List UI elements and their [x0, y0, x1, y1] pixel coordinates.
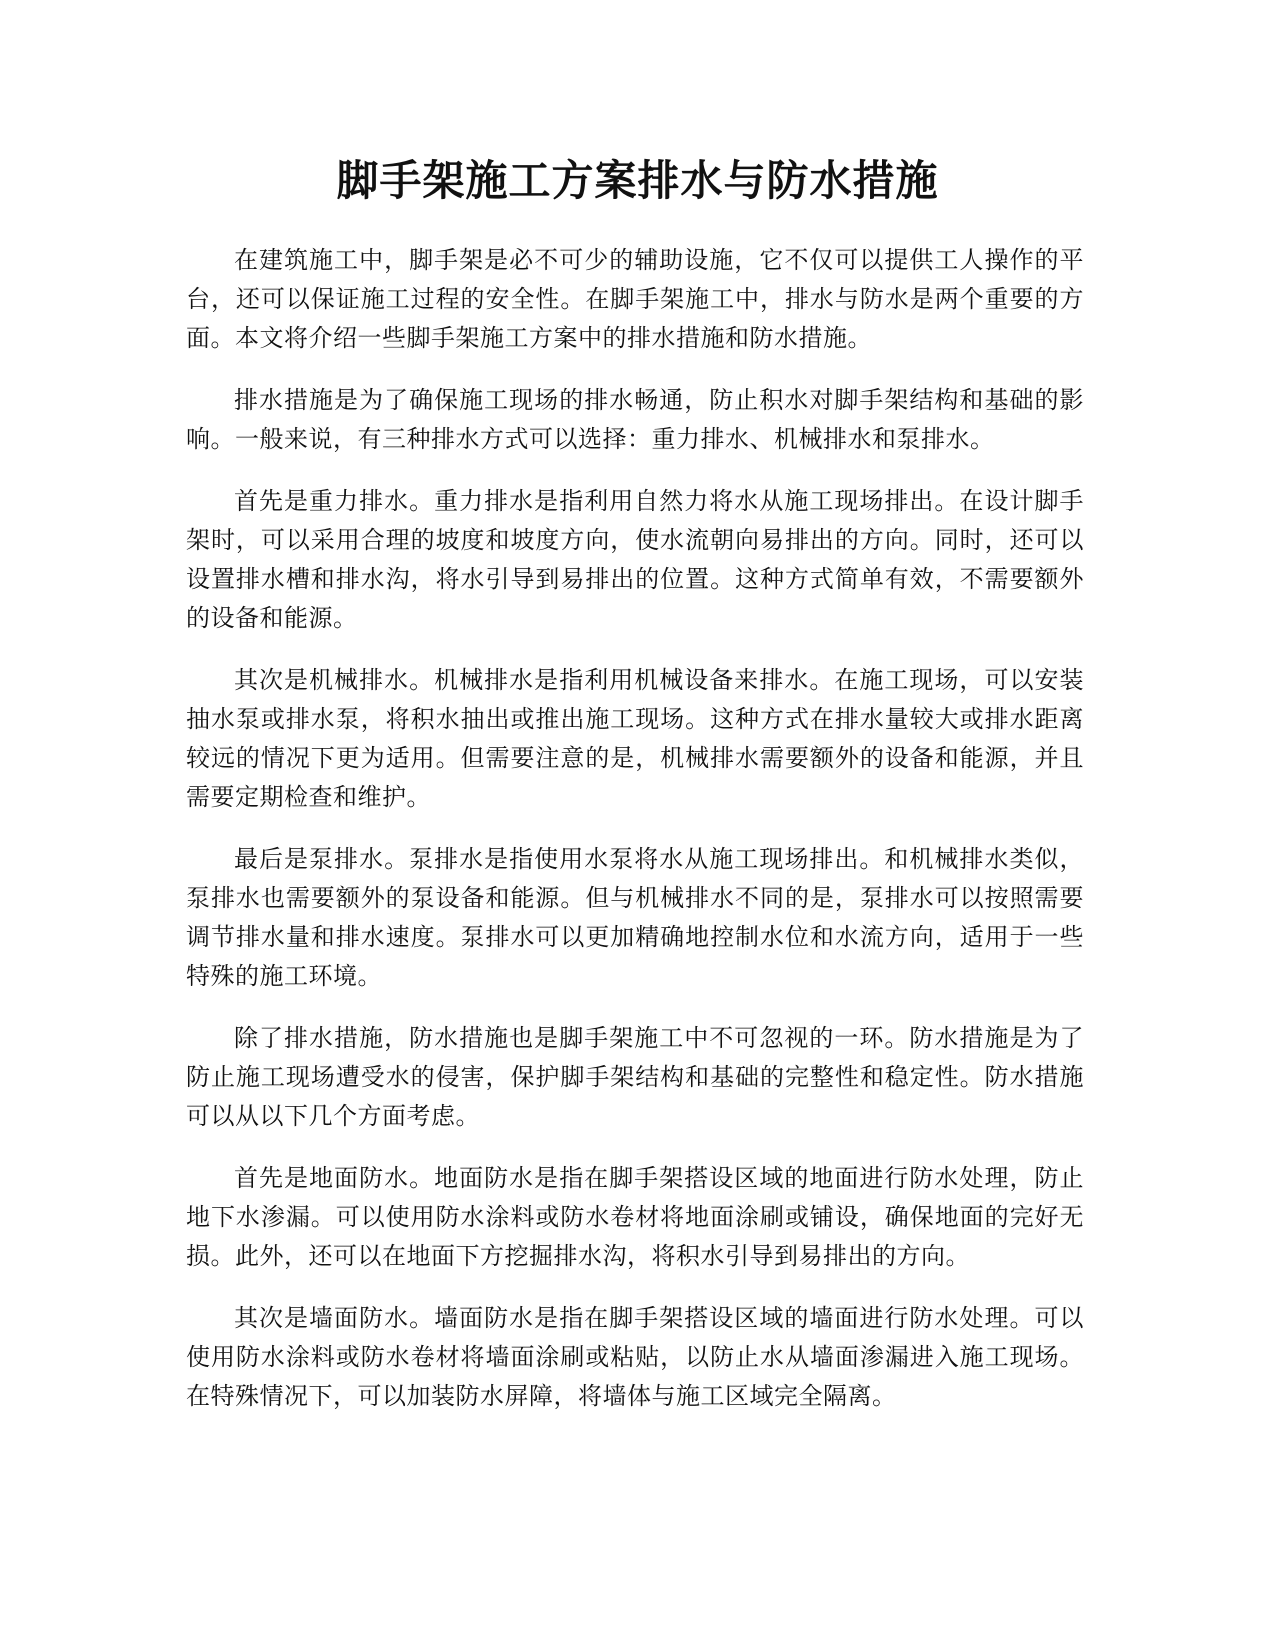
paragraph-wall-waterproofing: 其次是墙面防水。墙面防水是指在脚手架搭设区域的墙面进行防水处理。可以使用防水涂料或防水卷材将墙面涂刷或粘贴，以防止水从墙面渗漏进入施工现场。在特殊情况下，可以加装防水屏障，将墙体与施工区域完全隔离。	[186, 1304, 1084, 1410]
paragraph-intro: 在建筑施工中，脚手架是必不可少的辅助设施，它不仅可以提供工人操作的平台，还可以保证施工过程的安全性。在脚手架施工中，排水与防水是两个重要的方面。本文将介绍一些脚手架施工方案中的排水措施和防水措施。	[186, 246, 1084, 352]
paragraph-drainage-overview: 排水措施是为了确保施工现场的排水畅通，防止积水对脚手架结构和基础的影响。一般来说，有三种排水方式可以选择：重力排水、机械排水和泵排水。	[186, 386, 1084, 453]
paragraph-mechanical-drainage: 其次是机械排水。机械排水是指利用机械设备来排水。在施工现场，可以安装抽水泵或排水泵，将积水抽出或推出施工现场。这种方式在排水量较大或排水距离较远的情况下更为适用。但需要注意的是，机械排水需要额外的设备和能源，并且需要定期检查和维护。	[186, 666, 1084, 811]
document-body	[186, 241, 1084, 1439]
paragraph-pump-drainage: 最后是泵排水。泵排水是指使用水泵将水从施工现场排出。和机械排水类似，泵排水也需要额外的泵设备和能源。但与机械排水不同的是，泵排水可以按照需要调节排水量和排水速度。泵排水可以更加精确地控制水位和水流方向，适用于一些特殊的施工环境。	[186, 845, 1084, 990]
paragraph-ground-waterproofing: 首先是地面防水。地面防水是指在脚手架搭设区域的地面进行防水处理，防止地下水渗漏。可以使用防水涂料或防水卷材将地面涂刷或铺设，确保地面的完好无损。此外，还可以在地面下方挖掘排水沟，将积水引导到易排出的方向。	[186, 1164, 1084, 1270]
paragraph-waterproofing-overview: 除了排水措施，防水措施也是脚手架施工中不可忽视的一环。防水措施是为了防止施工现场遭受水的侵害，保护脚手架结构和基础的完整性和稳定性。防水措施可以从以下几个方面考虑。	[186, 1024, 1084, 1130]
document-title: 脚手架施工方案排水与防水措施	[336, 156, 939, 205]
paragraph-gravity-drainage: 首先是重力排水。重力排水是指利用自然力将水从施工现场排出。在设计脚手架时，可以采用合理的坡度和坡度方向，使水流朝向易排出的方向。同时，还可以设置排水槽和排水沟，将水引导到易排出的位置。这种方式简单有效，不需要额外的设备和能源。	[186, 487, 1084, 632]
